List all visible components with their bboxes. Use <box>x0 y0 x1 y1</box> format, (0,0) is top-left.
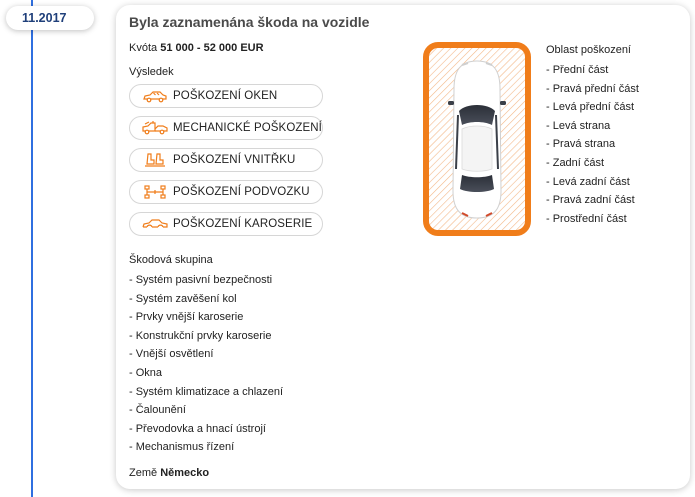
damage-area-item: - Levá přední část <box>546 101 635 114</box>
result-pill-chassis <box>129 180 323 204</box>
country <box>129 467 209 479</box>
country-value: Německo <box>160 467 210 479</box>
damage-area-item: - Přední část <box>546 64 609 76</box>
date-badge: 11.2017 <box>6 6 94 30</box>
result-pill-windows <box>129 84 323 108</box>
result-label: Výsledek <box>129 66 174 78</box>
damage-area-title: Oblast poškození <box>546 44 631 56</box>
result-pill-label: MECHANICKÉ POŠKOZENÍ <box>173 122 322 134</box>
record-title: Byla zaznamenána škoda na vozidle <box>129 14 370 30</box>
damage-area-diagram <box>422 41 532 242</box>
result-pill-interior <box>129 148 323 172</box>
country-label: Země <box>129 467 158 479</box>
result-pill-mechanical <box>129 116 323 140</box>
result-pill-label: POŠKOZENÍ VNITŘKU <box>173 154 296 166</box>
damage-group-item: - Systém pasivní bezpečnosti <box>129 274 273 286</box>
damage-area-item: - Pravá strana <box>546 138 616 151</box>
quota-label: Kvóta <box>129 42 158 54</box>
damage-group-item: - Konstrukční prvky karoserie <box>129 329 272 342</box>
damage-area-item: - Levá zadní část <box>546 175 630 188</box>
damage-group-title: Škodová skupina <box>129 254 213 266</box>
result-pills <box>129 84 323 244</box>
damage-group-item: - Převodovka a hnací ústrojí <box>129 422 266 435</box>
car-top-view-icon <box>448 61 506 218</box>
damage-group-item: - Vnější osvětlení <box>129 348 214 361</box>
damage-area-item: - Prostřední část <box>546 212 627 225</box>
result-pill-label: POŠKOZENÍ OKEN <box>173 90 278 102</box>
car-windows-icon <box>141 88 169 104</box>
result-pill-label: POŠKOZENÍ KAROSERIE <box>173 218 313 230</box>
tow-truck-icon <box>141 120 169 136</box>
damage-group-item: - Systém klimatizace a chlazení <box>129 385 284 398</box>
damage-group-item: - Prvky vnější karoserie <box>129 311 244 324</box>
damage-area-item: - Pravá přední část <box>546 82 639 95</box>
damage-area-list <box>546 61 639 228</box>
damage-group-item: - Čalounění <box>129 404 186 417</box>
car-seats-icon <box>141 152 169 168</box>
damage-area-item: - Levá strana <box>546 119 611 132</box>
quota-value: 51 000 - 52 000 EUR <box>160 42 264 54</box>
damage-area-item: - Zadní část <box>546 156 605 169</box>
damage-group-list <box>129 271 283 457</box>
car-body-icon <box>141 216 169 232</box>
chassis-icon <box>141 184 169 200</box>
quota <box>129 42 264 54</box>
result-pill-body <box>129 212 323 236</box>
result-pill-label: POŠKOZENÍ PODVOZKU <box>173 186 310 198</box>
damage-group-item: - Systém zavěšení kol <box>129 292 237 305</box>
damage-group-item: - Mechanismus řízení <box>129 441 235 454</box>
damage-record-card <box>116 5 690 489</box>
damage-area-item: - Pravá zadní část <box>546 194 635 207</box>
timeline-line <box>31 0 33 497</box>
damage-group-item: - Okna <box>129 366 163 379</box>
